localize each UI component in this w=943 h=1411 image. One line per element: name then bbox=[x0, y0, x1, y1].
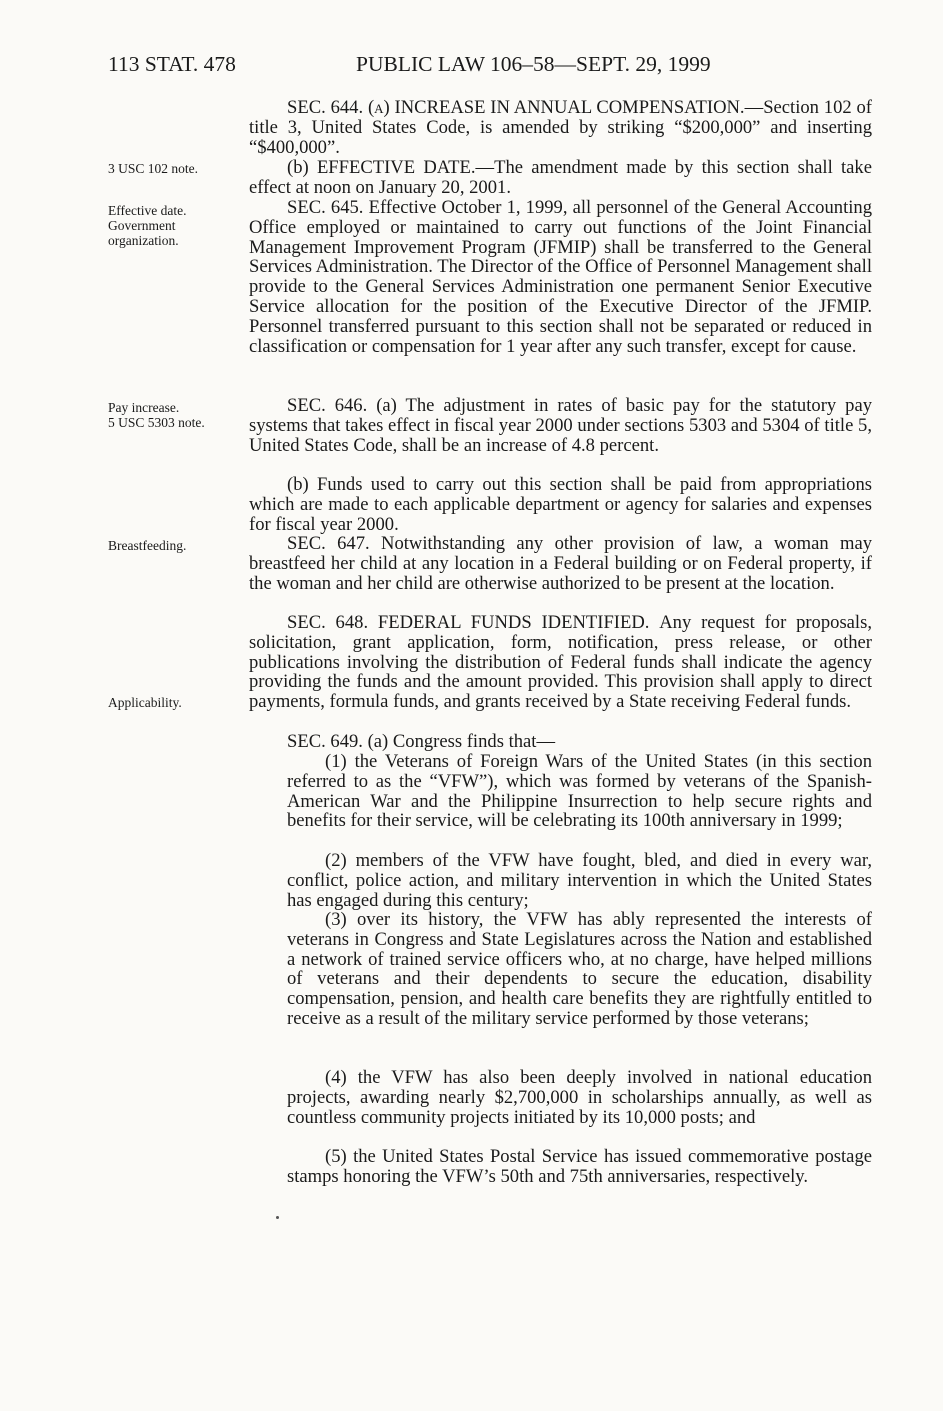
section-text: (a) The adjustment in rates of basic pay for the statutory pay systems that takes effect in fiscal year 2000 under sections 5303 and 5304 of title 5, United States Code, shall be an increase of 4.8 percent. bbox=[249, 395, 872, 456]
finding-5: (5) the United States Postal Service has issued commemorative postage stamps honoring the VFW’s 50th and 75th anniversaries, respectively. bbox=[287, 1146, 872, 1187]
margin-note-3-usc-102: 3 USC 102 note. bbox=[108, 161, 199, 176]
section-number: SEC. 646. bbox=[287, 395, 368, 416]
section-text: Effective October 1, 1999, all personnel of the General Accounting Office employed or maintained to carry out functions of the Joint Financial Management Improvement Program (JFMIP) shall be transferred to the General Services Administration. The Director of the Office of Personnel Management shall provide to the General Services Administration one permanent Senior Executive Service allocation for the position of the Executive Director of the JFMIP. Personnel transferred pursuant to this section shall not be separated or reduced in classification or compensation for 1 year after any such transfer, except for cause. bbox=[249, 197, 873, 357]
section-heading: FEDERAL FUNDS IDENTIFIED. bbox=[377, 612, 650, 633]
section-text: —Section 102 of title 3, United States Code, is amended by striking “$200,000” and inserting “$400,000”. bbox=[249, 97, 872, 158]
margin-note-5-usc-5303: 5 USC 5303 note. bbox=[108, 415, 205, 430]
finding-2: (2) members of the VFW have fought, bled, and died in every war, conflict, police action, and military intervention in which the United States has engaged during this century; bbox=[287, 850, 872, 911]
section-number: SEC. 649. bbox=[287, 731, 363, 752]
section-heading: EFFECTIVE DATE. bbox=[316, 157, 476, 178]
finding-4: (4) the VFW has also been deeply involved in national education projects, awarding nearly $2,700,000 in scholarships annually, as well as countless community projects initiated by its 10,000 posts; and bbox=[287, 1067, 872, 1128]
section-number: SEC. 644. (a) bbox=[287, 97, 390, 118]
section-number: SEC. 647. bbox=[287, 533, 370, 554]
margin-note-pay-increase: Pay increase. bbox=[108, 400, 180, 415]
section-648 bbox=[249, 613, 872, 712]
section-644-b bbox=[249, 158, 872, 198]
section-heading: INCREASE IN ANNUAL COMPENSATION. bbox=[394, 97, 745, 118]
public-law-header: PUBLIC LAW 106–58—SEPT. 29, 1999 bbox=[356, 52, 711, 76]
margin-note-applicability: Applicability. bbox=[108, 695, 182, 710]
section-text: —The amendment made by this section shall take effect at noon on January 20, 2001. bbox=[249, 157, 872, 198]
section-646-b bbox=[249, 475, 872, 534]
finding-3: (3) over its history, the VFW has ably represented the interests of veterans in Congress and State Legislatures across the Nation and established a network of trained service officers who, at no charge, have helped millions of veterans and their dependents to secure the education, disability compensation, pension, and health care benefits they are rightfully entitled to receive as a result of the military service performed by those veterans; bbox=[287, 909, 872, 1029]
section-text: Notwithstanding any other provision of law, a woman may breastfeed her child at any location in a Federal building or on Federal property, if the woman and her child are otherwise authorized to be present at the location. bbox=[249, 533, 872, 594]
margin-note-government: Government bbox=[108, 218, 176, 233]
subsection-label: (b) bbox=[287, 157, 309, 178]
section-644-a bbox=[249, 98, 872, 157]
margin-note-effective-date: Effective date. bbox=[108, 203, 187, 218]
finding-1: (1) the Veterans of Foreign Wars of the United States (in this section referred to as the “VFW”), which was formed by veterans of the Spanish-American War and the Philippine Insurrection to help secure rights and benefits for their service, will be celebrating its 100th anniversary in 1999; bbox=[287, 751, 872, 832]
margin-note-organization: organization. bbox=[108, 233, 179, 248]
section-text: (a) Congress finds that— bbox=[367, 731, 556, 752]
scan-speck bbox=[276, 1216, 279, 1219]
page-number-header: 113 STAT. 478 bbox=[108, 52, 236, 76]
margin-note-breastfeeding: Breastfeeding. bbox=[108, 538, 187, 553]
section-number: SEC. 645. bbox=[287, 197, 364, 218]
section-647 bbox=[249, 534, 872, 593]
section-645 bbox=[249, 198, 872, 356]
section-649-a bbox=[249, 732, 872, 752]
section-number: SEC. 648. bbox=[287, 612, 369, 633]
section-646-a bbox=[249, 396, 872, 455]
section-text: Any request for proposals, solicitation, grant application, form, notification, press release, or other publications involving the distribution of Federal funds shall indicate the agency providing the funds and the amount provided. This provision shall apply to direct payments, formula funds, and grants received by a State receiving Federal funds. bbox=[249, 612, 872, 713]
section-text: (b) Funds used to carry out this section shall be paid from appropriations which are made to each applicable department or agency for salaries and expenses for fiscal year 2000. bbox=[249, 474, 872, 535]
